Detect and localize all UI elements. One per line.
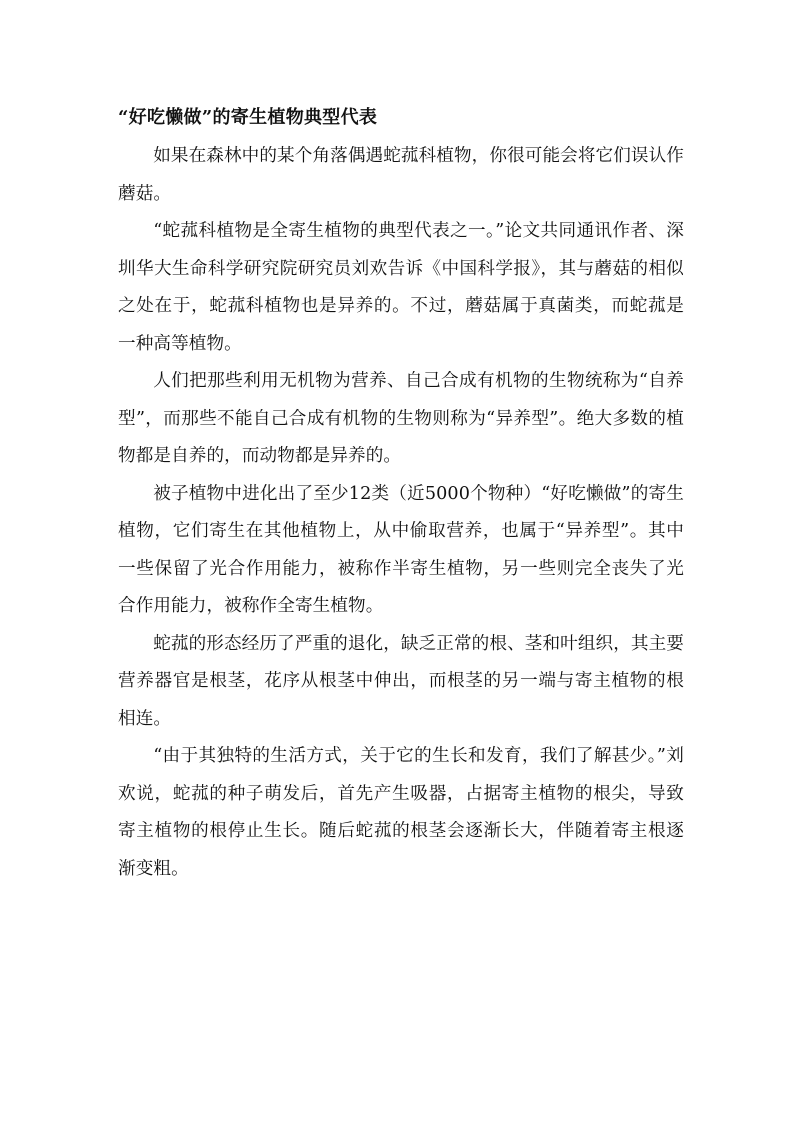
paragraph-intro: 如果在森林中的某个角落偶遇蛇菰科植物，你很可能会将它们误认作蘑菇。: [118, 146, 685, 204]
paragraph-quote-liu-huan: “蛇菰科植物是全寄生植物的典型代表之一。”论文共同通讯作者、深圳华大生命科学研究院研究员刘欢告诉《中国科学报》，其与蘑菇的相似之处在于，蛇菰科植物也是异养的。不过，蘑菇属于真菌类，而蛇菰是一种高等植物。: [118, 221, 684, 354]
paragraph-growth: “由于其独特的生活方式，关于它的生长和发育，我们了解甚少。”刘欢说，蛇菰的种子萌发后，首先产生吸器，占据寄主植物的根尖，导致寄主植物的根停止生长。随后蛇菰的根茎会逐渐长大，伴随着寄主根逐渐变粗。: [118, 746, 684, 879]
paragraph-parasitic-plants: 被子植物中进化出了至少12类（近5000个物种）“好吃懒做”的寄生植物，它们寄生在其他植物上，从中偷取营养，也属于“异养型”。其中一些保留了光合作用能力，被称作半寄生植物，另一些则完全丧失了光合作用能力，被称作全寄生植物。: [118, 483, 684, 616]
paragraph-autotroph-heterotroph: 人们把那些利用无机物为营养、自己合成有机物的生物统称为“自养型”，而那些不能自己合成有机物的生物则称为“异养型”。绝大多数的植物都是自养的，而动物都是异养的。: [118, 371, 684, 466]
article-heading: “好吃懒做”的寄生植物典型代表: [118, 107, 378, 128]
paragraph-morphology: 蛇菰的形态经历了严重的退化，缺乏正常的根、茎和叶组织，其主要营养器官是根茎，花序从根茎中伸出，而根茎的另一端与寄主植物的根相连。: [118, 633, 685, 729]
document-body: [118, 98, 684, 888]
